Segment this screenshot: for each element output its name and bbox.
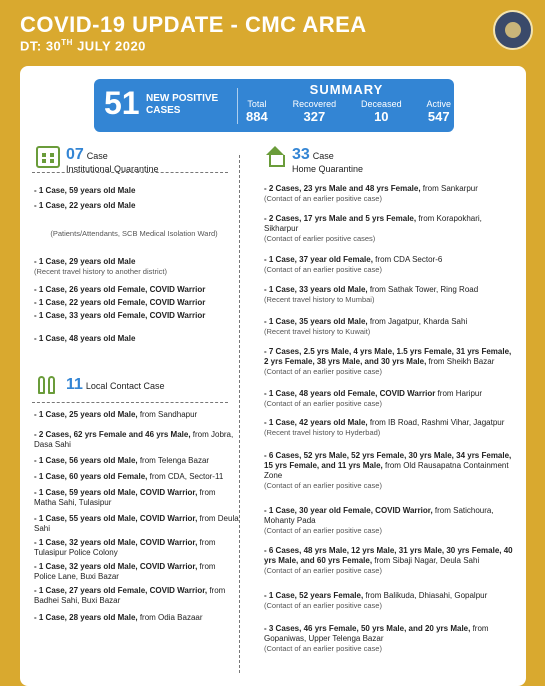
list-item: - 1 Case, 52 years Female, from Balikuda, Dhiasahi, Gopalpur (Contact of an earlier positive case)	[264, 591, 488, 610]
list-item: - 1 Case, 22 years old Female, COVID Warrior	[34, 298, 206, 307]
list-item: - 1 Case, 28 years old Male, from Odia Bazaar	[34, 613, 203, 622]
list-item: - 1 Case, 37 year old Female, from CDA Sector-6 (Contact of an earlier positive case)	[264, 255, 443, 274]
institutional-header: 07 Case Institutional Quarantine	[36, 146, 159, 174]
divider	[32, 402, 228, 403]
people-icon	[36, 374, 60, 396]
new-cases-count: 51	[104, 85, 140, 121]
list-item: - 1 Case, 56 years old Male, from Telenga Bazar	[34, 456, 210, 465]
new-cases-label: NEW POSITIVE CASES	[146, 93, 219, 116]
list-item: - 1 Case, 48 years old Female, COVID Warrior from Haripur (Contact of an earlier positive case)	[264, 389, 483, 408]
list-item: - 2 Cases, 23 yrs Male and 48 yrs Female, from Sankarpur (Contact of an earlier positive case)	[264, 184, 478, 203]
home-header: 33 Case Home Quarantine	[264, 146, 363, 174]
list-item: - 1 Case, 55 years old Male, COVID Warrior, from Deula Sahi	[34, 514, 239, 533]
list-item: - 1 Case, 27 years old Female, COVID Warrior, from Badhei Sahi, Buxi Bazar	[34, 586, 226, 605]
list-item: - 2 Cases, 62 yrs Female and 46 yrs Male, from Jobra, Dasa Sahi	[34, 430, 234, 449]
column-divider	[239, 155, 240, 673]
report-date: DT: 30TH JULY 2020	[20, 38, 146, 54]
list-item: - 1 Case, 33 years old Female, COVID Warrior	[34, 311, 206, 320]
stat-deceased: Deceased 10	[361, 99, 402, 124]
list-item: - 3 Cases, 46 yrs Female, 50 yrs Male, and 20 yrs Male, from Gopaniwas, Upper Telenga Bazar (Contact of an earlier positive case)	[264, 624, 489, 653]
list-item: - 2 Cases, 17 yrs Male and 5 yrs Female, from Korapokhari, Sikharpur (Contact of earlier positive cases)	[264, 214, 482, 243]
list-item: - 1 Case, 22 years old Male	[34, 201, 136, 210]
stat-active: Active 547	[426, 99, 451, 124]
list-item: - 1 Case, 42 years old Male, from IB Road, Rashmi Vihar, Jagatpur (Recent travel history to Hyderbad)	[264, 418, 505, 437]
divider	[32, 172, 228, 173]
header	[0, 0, 545, 62]
list-item: - 1 Case, 32 years old Male, COVID Warrior, from Tulasipur Police Colony	[34, 538, 216, 557]
list-item: - 1 Case, 29 years old Male (Recent travel history to another district)	[34, 257, 167, 276]
bulletin-card	[20, 66, 526, 686]
list-item: - 1 Case, 60 years old Female, from CDA, Sector-11	[34, 472, 224, 481]
stat-total: Total 884	[246, 99, 268, 124]
list-item: - 7 Cases, 2.5 yrs Male, 4 yrs Male, 1.5 yrs Female, 31 yrs Female, 2 yrs Female, 38 yrs Male, and 30 yrs Male, from Sheikh Bazar (Contact of an earlier positive case)	[264, 347, 512, 376]
list-item: - 1 Case, 35 years old Male, from Jagatpur, Kharda Sahi (Recent travel history to Kuwait)	[264, 317, 468, 336]
banner-divider	[237, 88, 238, 124]
stat-recovered: Recovered 327	[292, 99, 337, 124]
list-item: - 1 Case, 48 years old Male	[34, 334, 136, 343]
list-item: - 1 Case, 33 years old Male, from Sathak Tower, Ring Road (Recent travel history to Mumbai)	[264, 285, 479, 304]
list-item: - 6 Cases, 52 yrs Male, 52 yrs Female, 30 yrs Male, 34 yrs Female, 15 yrs Female, and 11 yrs Male, from Old Rausapatna Containment Zone (Contact of an earlier positive case)	[264, 451, 512, 490]
building-icon	[36, 146, 60, 168]
local-header: 11 Local Contact Case	[36, 374, 164, 396]
house-icon	[264, 146, 286, 168]
list-item: - 1 Case, 59 years old Male, COVID Warrior, from Matha Sahi, Tulasipur	[34, 488, 216, 507]
list-item: - 1 Case, 26 years old Female, COVID Warrior	[34, 285, 206, 294]
emblem-icon	[493, 10, 533, 50]
summary-stats	[246, 99, 451, 124]
summary-title: SUMMARY	[309, 82, 384, 97]
list-item: - 1 Case, 32 years old Male, COVID Warrior, from Police Lane, Buxi Bazar	[34, 562, 216, 581]
list-item: - 6 Cases, 48 yrs Male, 12 yrs Male, 31 yrs Male, 30 yrs Female, 40 yrs Male, and 60 yrs Female, from Sibaji Nagar, Deula Sahi (Contact of an earlier positive case)	[264, 546, 513, 575]
summary-banner	[94, 79, 454, 132]
list-item: (Patients/Attendants, SCB Medical Isolation Ward)	[50, 229, 218, 238]
list-item: - 1 Case, 25 years old Male, from Sandhapur	[34, 410, 198, 419]
list-item: - 1 Case, 30 year old Female, COVID Warrior, from Satichoura, Mohanty Pada (Contact of an earlier positive case)	[264, 506, 494, 535]
list-item: - 1 Case, 59 years old Male	[34, 186, 136, 195]
page-title: COVID-19 UPDATE - CMC AREA	[20, 12, 367, 37]
